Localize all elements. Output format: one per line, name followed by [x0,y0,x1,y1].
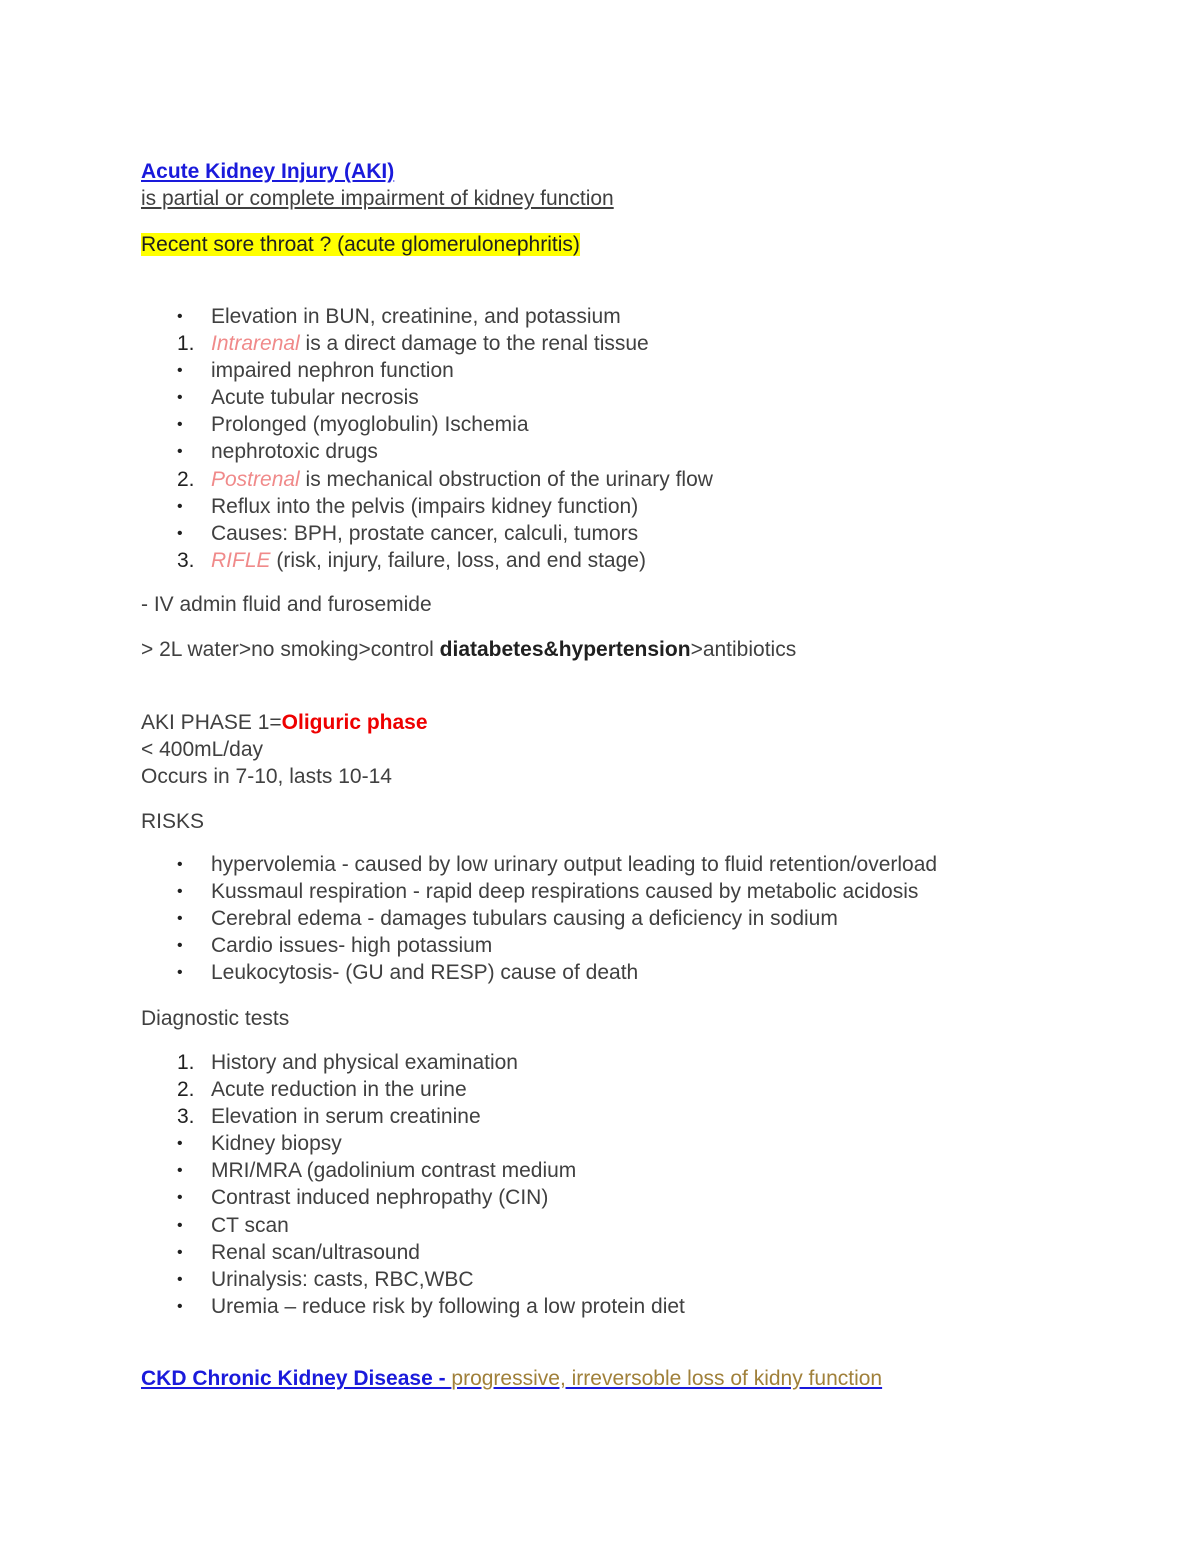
list-item-text: Cerebral edema - damages tubulars causing a deficiency in sodium [211,907,838,931]
item-text: Elevation in BUN, creatinine, and potassium [211,305,621,328]
list-item-text [211,384,419,411]
ckd-heading[interactable] [141,1365,882,1392]
phase-heading [141,709,428,736]
list-item-text [211,1076,467,1103]
phase-volume: < 400mL/day [141,738,264,761]
list-item-text [211,493,638,520]
list-item-text [211,1130,342,1157]
list-item-text [211,438,378,465]
bullet-marker: • [177,308,183,325]
highlighted-note [141,231,580,258]
aki-title-link[interactable]: Acute Kidney Injury (AKI) [141,160,395,183]
phase-timing: Occurs in 7-10, lasts 10-14 [141,765,392,788]
care-line-bold: diatabetes&hypertension [439,638,691,661]
treatment-line: - IV admin fluid and furosemide [141,593,432,616]
item-text: Reflux into the pelvis (impairs kidney function) [211,494,639,518]
bullet-marker: • [177,1270,183,1288]
list-item-text [211,1293,685,1320]
number-marker: 1. [177,1051,195,1074]
care-line-pre: > 2L water>no smoking>control [141,638,440,661]
list-item-text: Kussmaul respiration - rapid deep respirations caused by metabolic acidosis [211,880,919,904]
bullet-marker: • [177,524,183,542]
care-line [141,636,796,663]
bullet-marker: • [177,1216,183,1234]
item-text: nephrotoxic drugs [211,440,378,464]
category-term: RIFLE [211,548,271,572]
bullet-marker: • [177,1189,183,1207]
list-item-text [211,1184,548,1211]
list-item-text [211,303,621,330]
bullet-marker: • [177,416,183,434]
diagnostic-heading: Diagnostic tests [141,1007,290,1030]
bullet-marker: • [177,1135,183,1153]
ckd-description: progressive, irreversoble loss of kidny function [451,1367,883,1390]
item-text: MRI/MRA (gadolinium contrast medium [211,1159,577,1183]
bullet-marker: • [177,362,183,380]
bullet-marker: • [177,964,183,982]
risks-heading: RISKS [141,810,205,833]
item-text: is mechanical obstruction of the urinary flow [299,467,713,491]
list-item-text [211,1266,474,1293]
aki-definition-text: is partial or complete impairment of kidney function [141,187,614,210]
item-text: Urinalysis: casts, RBC,WBC [211,1267,474,1291]
list-item-text [211,330,649,357]
bullet-marker: • [177,1243,183,1261]
list-item-text [211,1103,481,1130]
phase-name: Oliguric phase [281,711,428,734]
list-item-text: Leukocytosis- (GU and RESP) cause of death [211,961,639,985]
item-text: Kidney biopsy [211,1132,342,1156]
list-item-text [211,1157,576,1184]
bullet-marker: • [177,443,183,461]
list-item-text [211,1049,518,1076]
care-line-post: >antibiotics [690,638,797,661]
item-text: Renal scan/ultrasound [211,1240,420,1264]
item-text: Acute tubular necrosis [211,386,419,410]
bullet-marker: • [177,856,183,873]
number-marker: 1. [177,332,195,356]
page-title[interactable] [141,158,394,185]
aki-definition [141,185,614,212]
bullet-marker: • [177,883,183,901]
item-text: Contrast induced nephropathy (CIN) [211,1186,549,1210]
bullet-marker: • [177,389,183,407]
list-item-text [211,1239,420,1266]
item-text: impaired nephron function [211,359,454,383]
list-item-text: Cardio issues- high potassium [211,934,493,958]
bullet-marker: • [177,910,183,928]
item-text: is a direct damage to the renal tissue [299,332,649,356]
item-text: Acute reduction in the urine [211,1078,467,1102]
item-text: Elevation in serum creatinine [211,1105,481,1129]
item-text: History and physical examination [211,1051,518,1074]
list-item-text [211,1212,289,1239]
list-item-text [211,357,454,384]
bullet-marker: • [177,497,183,515]
item-text: Uremia – reduce risk by following a low protein diet [211,1294,685,1318]
bullet-marker: • [177,1162,183,1180]
list-item-text [211,547,646,574]
bullet-marker: • [177,1297,183,1315]
bullet-marker: • [177,937,183,955]
category-term: Intrarenal [211,332,300,356]
ckd-title-link[interactable]: CKD Chronic Kidney Disease - [141,1367,452,1390]
list-item-text: hypervolemia - caused by low urinary output leading to fluid retention/overload [211,853,938,876]
item-text: Causes: BPH, prostate cancer, calculi, tumors [211,521,639,545]
list-item-text [211,520,638,547]
number-marker: 3. [177,548,195,572]
phase-label: AKI PHASE 1= [141,711,282,734]
item-text: (risk, injury, failure, loss, and end stage) [270,548,646,572]
list-item-text [211,466,713,493]
number-marker: 3. [177,1105,195,1129]
number-marker: 2. [177,467,195,491]
number-marker: 2. [177,1078,195,1102]
item-text: Prolonged (myoglobulin) Ischemia [211,413,529,437]
list-item-text [211,411,529,438]
category-term: Postrenal [211,467,300,491]
item-text: CT scan [211,1213,289,1237]
highlighted-note-text: Recent sore throat ? (acute glomerulonephritis) [141,233,580,256]
